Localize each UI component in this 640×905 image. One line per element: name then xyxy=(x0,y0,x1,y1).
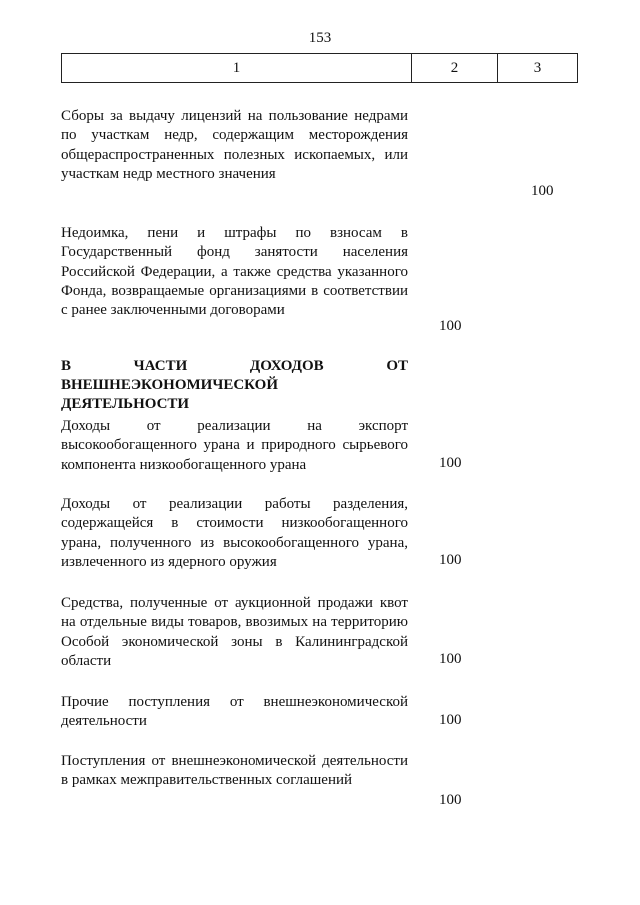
row-value-col2: 100 xyxy=(439,712,462,728)
section-title-word: В xyxy=(61,358,72,374)
column-header-2: 2 xyxy=(412,54,498,83)
row-value-col2: 100 xyxy=(439,318,462,334)
table-row xyxy=(61,752,408,791)
row-description: Сборы за выдачу лицензий на пользование недрами по участкам недр, содержащим месторождения общераспространенных полезных ископаемых, или участкам недр местного значения xyxy=(61,108,408,182)
row-description: Средства, полученные от аукционной продажи квот на отдельные виды товаров, ввозимых на территорию Особой экономической зоны в Калининградской области xyxy=(61,595,408,669)
page-number: 153 xyxy=(308,30,332,46)
column-header-table xyxy=(61,53,578,83)
section-title-word: ЧАСТИ xyxy=(133,358,188,374)
row-description: Доходы от реализации работы разделения, содержащейся в стоимости низкообогащенного урана, полученного из высокообогащенного урана, извлеченного из ядерного оружия xyxy=(61,496,408,570)
row-value-col2: 100 xyxy=(439,792,462,808)
row-value-col2: 100 xyxy=(439,552,462,568)
row-value-col2: 100 xyxy=(439,651,462,667)
row-description: Доходы от реализации на экспорт высокообогащенного урана и природного сырьевого компонента низкообогащенного урана xyxy=(61,418,408,473)
row-value-col2: 100 xyxy=(439,455,462,471)
table-row xyxy=(61,417,408,475)
row-description: Недоимка, пени и штрафы по взносам в Государственный фонд занятости населения Российской Федерации, а также средства указанного Фонда, возвращаемые организациями в соответствии с ранее заключенными договорами xyxy=(61,225,408,319)
table-row xyxy=(61,224,408,320)
column-header-3: 3 xyxy=(498,54,578,83)
column-header-1: 1 xyxy=(62,54,412,83)
table-row xyxy=(61,594,408,671)
section-title-word: ОТ xyxy=(386,358,408,374)
section-title-word: ДОХОДОВ xyxy=(249,358,324,374)
section-title-line2: ВНЕШНЕЭКОНОМИЧЕСКОЙ ДЕЯТЕЛЬНОСТИ xyxy=(61,377,279,412)
table-row xyxy=(61,495,408,572)
table-row xyxy=(61,693,408,732)
section-title xyxy=(61,357,408,414)
table-row xyxy=(61,107,408,184)
row-value-col3: 100 xyxy=(531,183,554,199)
row-description: Прочие поступления от внешнеэкономической деятельности xyxy=(61,694,408,730)
row-description: Поступления от внешнеэкономической деятельности в рамках межправительственных соглашений xyxy=(61,753,408,789)
